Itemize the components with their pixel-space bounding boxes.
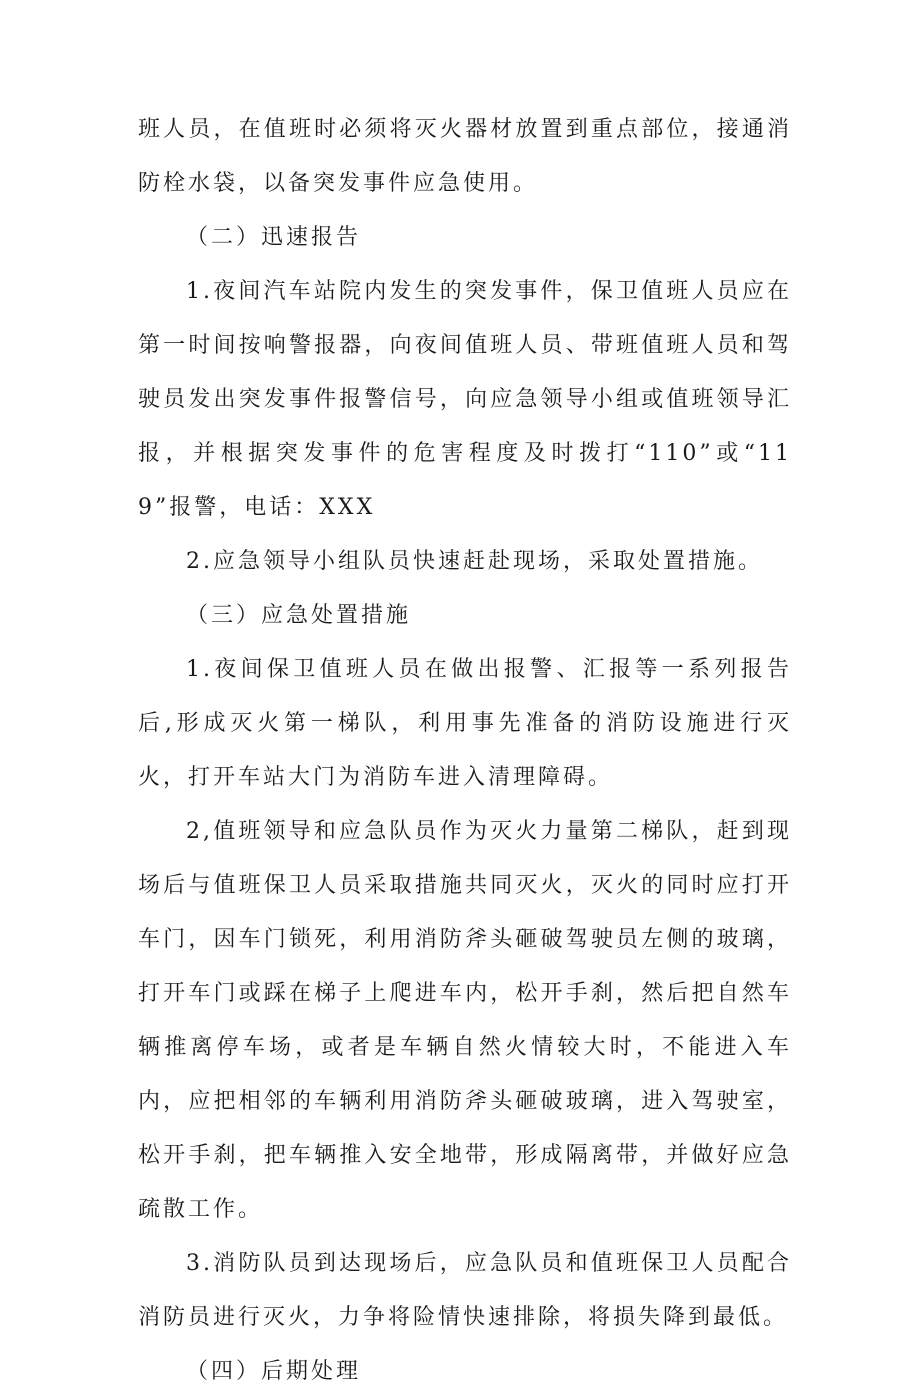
section-heading-report: （二）迅速报告 <box>186 225 362 250</box>
section-heading-aftermath: （四）后期处理 <box>186 1359 362 1384</box>
document-body <box>138 103 792 1399</box>
paragraph-report-item-2: 2.应急领导小组队员快速赶赴现场，采取处置措施。 <box>186 549 763 574</box>
paragraph-measures-item-2: 2,值班领导和应急队员作为灭火力量第二梯队，赶到现场后与值班保卫人员采取措施共同灭火，灭火的同时应打开车门，因车门锁死，利用消防斧头砸破驾驶员左侧的玻璃，打开车门或踩在梯子上爬进车内，松开手刹，然后把自然车辆推离停车场，或者是车辆自然火情较大时，不能进入车内，应把相邻的车辆利用消防斧头砸破玻璃，进入驾驶室，松开手刹，把车辆推入安全地带，形成隔离带，并做好应急疏散工作。 <box>138 819 792 1222</box>
paragraph-measures-item-1: 1.夜间保卫值班人员在做出报警、汇报等一系列报告后,形成灭火第一梯队，利用事先准备的消防设施进行灭火，打开车站大门为消防车进入清理障碍。 <box>138 657 792 790</box>
section-heading-emergency-measures: （三）应急处置措施 <box>186 603 412 628</box>
paragraph-continuation: 班人员，在值班时必须将灭火器材放置到重点部位，接通消防栓水袋，以备突发事件应急使用。 <box>138 117 792 196</box>
paragraph-measures-item-3: 3.消防队员到达现场后，应急队员和值班保卫人员配合消防员进行灭火，力争将险情快速排除，将损失降到最低。 <box>138 1251 792 1330</box>
paragraph-report-item-1: 1.夜间汽车站院内发生的突发事件，保卫值班人员应在第一时间按响警报器，向夜间值班人员、带班值班人员和驾驶员发出突发事件报警信号，向应急领导小组或值班领导汇报，并根据突发事件的危害程度及时拨打“110”或“119”报警，电话：XXX <box>138 279 792 520</box>
